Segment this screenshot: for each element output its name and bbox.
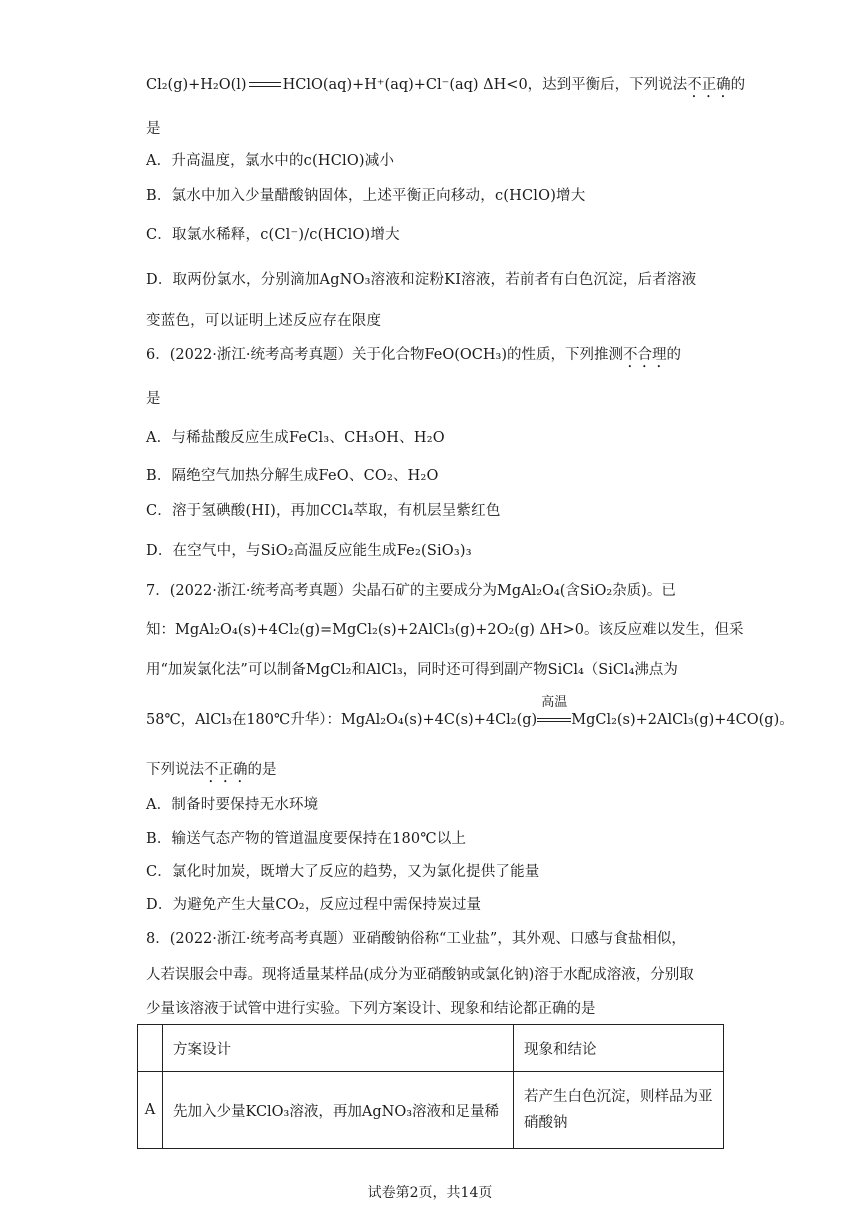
table-cell bbox=[138, 1025, 163, 1072]
table-row-label: A bbox=[138, 1072, 163, 1149]
q7-line4 bbox=[146, 695, 794, 730]
table-header-row bbox=[138, 1025, 724, 1072]
q7-option-c: C．氯化时加炭，既增大了反应的趋势，又为氯化提供了能量 bbox=[146, 864, 540, 880]
equilibrium-arrow-icon bbox=[249, 80, 281, 90]
page-footer: 试卷第2页，共14页 bbox=[367, 1185, 493, 1201]
q7-line1: 7．(2022·浙江·统考高考真题）尖晶石矿的主要成分为MgAl₂O₄(含SiO₂杂质)。已 bbox=[146, 583, 676, 599]
q5-stem-tail-b: 的 bbox=[730, 77, 746, 93]
q8-line3: 少量该溶液于试管中进行实验。下列方案设计、现象和结论都正确的是 bbox=[146, 1001, 596, 1017]
q5-stem-tail: ，达到平衡后，下列说法 bbox=[527, 77, 688, 93]
double-bar-icon bbox=[537, 718, 571, 722]
q6-option-c: C．溶于氢碘酸(HI)，再加CCl₄萃取，有机层呈紫红色 bbox=[146, 503, 501, 519]
q5-option-b: B．氯水中加入少量醋酸钠固体，上述平衡正向移动，c(HClO)增大 bbox=[146, 188, 586, 204]
q7-emphasis: 不正确 bbox=[204, 762, 248, 778]
q7-option-b: B．输送气态产物的管道温度要保持在180℃以上 bbox=[146, 831, 467, 847]
q6-emphasis: 不合理 bbox=[623, 347, 667, 363]
q7-line2: 知：MgAl₂O₄(s)+4Cl₂(g)=MgCl₂(s)+2AlCl₃(g)+2O₂(g) ΔH>0。该反应难以发生，但采 bbox=[146, 622, 744, 638]
q6-option-d: D．在空气中，与SiO₂高温反应能生成Fe₂(SiO₃)₃ bbox=[146, 543, 472, 559]
q5-eq-right: HClO(aq)+H⁺(aq)+Cl⁻(aq) ΔH<0 bbox=[282, 77, 528, 93]
table-header-design: 方案设计 bbox=[163, 1025, 514, 1072]
q8-table bbox=[137, 1024, 724, 1149]
q5-equation-line bbox=[146, 75, 745, 101]
table-row-result-line2: 硝酸钠 bbox=[524, 1115, 568, 1131]
table-header-result: 现象和结论 bbox=[514, 1025, 724, 1072]
q7-line4-b: MgCl₂(s)+2AlCl₃(g)+4CO(g)。 bbox=[571, 712, 794, 728]
q7-line3: 用“加炭氯化法”可以制备MgCl₂和AlCl₃，同时还可得到副产物SiCl₄（SiCl₄沸点为 bbox=[146, 662, 678, 678]
q7-option-a: A．制备时要保持无水环境 bbox=[146, 797, 319, 813]
q7-option-d: D．为避免产生大量CO₂，反应过程中需保持炭过量 bbox=[146, 897, 482, 913]
table-row-design: 先加入少量KClO₃溶液，再加AgNO₃溶液和足量稀 bbox=[163, 1072, 514, 1149]
q5-option-c: C．取氯水稀释，c(Cl⁻)/c(HClO)增大 bbox=[146, 227, 400, 243]
q7-line5-b: 的是 bbox=[247, 762, 277, 778]
q5-option-a: A．升高温度，氯水中的c(HClO)减小 bbox=[146, 153, 395, 169]
q6-option-b: B．隔绝空气加热分解生成FeO、CO₂、H₂O bbox=[146, 468, 439, 484]
q7-line5 bbox=[146, 760, 277, 786]
q7-line5-a: 下列说法 bbox=[146, 762, 204, 778]
q5-option-d-line1: D．取两份氯水，分别滴加AgNO₃溶液和淀粉KI溶液，若前者有白色沉淀，后者溶液 bbox=[146, 272, 697, 288]
q6-stem bbox=[146, 345, 681, 371]
q8-line2: 人若误服会中毒。现将适量某样品(成分为亚硝酸钠或氯化钠)溶于水配成溶液，分别取 bbox=[146, 967, 694, 983]
q5-emphasis: 不正确 bbox=[687, 77, 731, 93]
q5-eq-left: Cl₂(g)+H₂O(l) bbox=[146, 77, 247, 93]
q5-option-d-line2: 变蓝色，可以证明上述反应存在限度 bbox=[146, 313, 382, 329]
table-row-result-line1: 若产生白色沉淀，则样品为亚 bbox=[524, 1089, 713, 1105]
q6-option-a: A．与稀盐酸反应生成FeCl₃、CH₃OH、H₂O bbox=[146, 430, 445, 446]
reaction-condition bbox=[537, 695, 571, 730]
table-row-result bbox=[514, 1072, 724, 1149]
q5-stem-line2: 是 bbox=[146, 121, 161, 137]
q6-stem-b: 的 bbox=[666, 347, 681, 363]
q6-stem-a: 6．(2022·浙江·统考高考真题）关于化合物FeO(OCH₃)的性质，下列推测 bbox=[146, 347, 623, 363]
q6-stem-line2: 是 bbox=[146, 391, 161, 407]
condition-label: 高温 bbox=[541, 695, 568, 710]
table-row bbox=[138, 1072, 724, 1149]
q8-line1: 8．(2022·浙江·统考高考真题）亚硝酸钠俗称“工业盐”，其外观、口感与食盐相似， bbox=[146, 931, 686, 947]
q7-line4-a: 58℃，AlCl₃在180℃升华）：MgAl₂O₄(s)+4C(s)+4Cl₂(g) bbox=[146, 712, 538, 728]
